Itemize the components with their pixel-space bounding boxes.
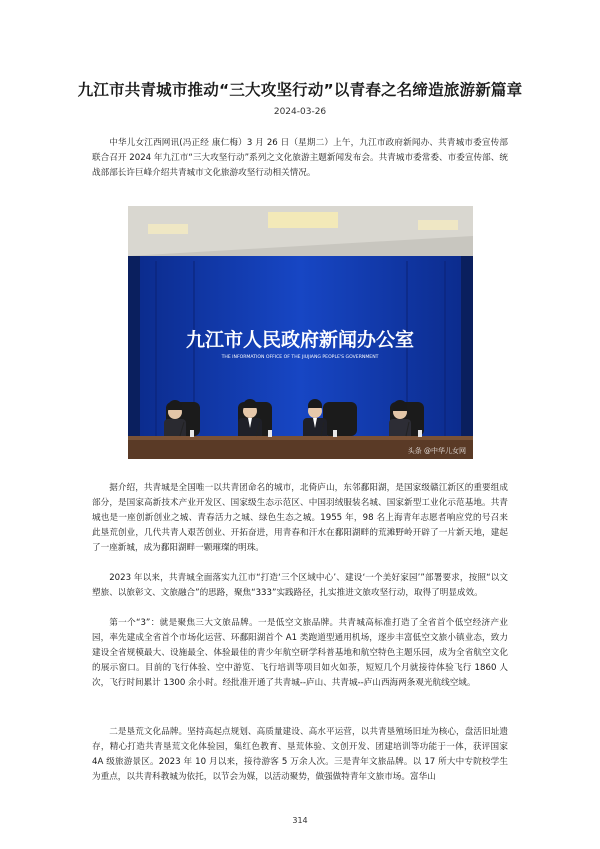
paragraph-background: 据介绍，共青城是全国唯一以共青团命名的城市，北倚庐山，东邻鄱阳湖，是国家级赣江新区的重要组成部分，是国家高新技术产业开发区、国家级生态示范区、中国羽绒服装名城、国家新型工业化示范基地。共青城也是一座创新创业之城、青春活力之城、绿色生态之城。1955 年，98 名上海青年志愿者响应党的号召来此垦荒创业，几代共青人艰苦创业、开拓奋进，用青春和汗水在鄱阳湖畔的荒滩野岭开辟了一片新天地，建起了一座新城，成为鄱阳湖畔一颗璀璨的明珠。 [92,483,508,553]
paragraph-brands: 二是垦荒文化品牌。坚持高起点规划、高质量建设、高水平运营，以共青垦殖场旧址为核心，盘活旧址遗存，精心打造共青垦荒文化体验园，集红色教育、垦荒体验、文创开发、团建培训等功能于一体，获评国家 4A 级旅游景区。2023 年 10 月以来，接待游客 5 万余人次。三是青年文旅品牌。以 17 所大中专院校学生为重点，以共青科教城为依托，以节会为媒，以活动聚势，做强做特青年文旅市场。富华山 [92,727,508,782]
press-conference-photo [128,206,473,459]
article-date: 2024-03-26 [273,107,327,117]
press-conference-illustration [128,206,473,459]
paragraph-progress: 2023 年以来，共青城全面落实九江市“打造‘三个区域中心’、建设‘一个美好家园’”部署要求，按照“以文塑旅、以旅彰文、文旅融合”的思路，聚焦“333”实践路径，扎实推进文旅攻坚行动，取得了明显成效。 [92,573,508,598]
article-title: 九江市共青城市推动“三大攻坚行动”以青春之名缔造旅游新篇章 [77,81,523,99]
page-number: 314 [292,816,308,825]
photo-sign-english: THE INFORMATION OFFICE OF THE JIUJIANG PEOPLE'S GOVERNMENT [221,355,379,360]
photo-sign-chinese: 九江市人民政府新闻办公室 [185,329,415,351]
paragraph-intro: 中华儿女江西网讯(冯正经 康仁梅）3 月 26 日（星期二）上午，九江市政府新闻办、共青城市委宣传部联合召开 2024 年九江市“三大攻坚行动”系列之文化旅游主题新闻发布会。共青城市委常委、市委宣传部、统战部部长许巨峰介绍共青城市文化旅游攻坚行动相关情况。 [92,138,508,178]
paragraph-first-3: 第一个“3”：就是聚焦三大文旅品牌。一是低空文旅品牌。共青城高标准打造了全省首个低空经济产业园，率先建成全省首个市场化运营、环鄱阳湖首个 A1 类跑道型通用机场，逐步丰富低空文旅小镇业态，致力建设全省规模最大、设施最全、体验最佳的青少年航空研学科普基地和航空特色主题乐园，成为全省航空文化的展示窗口。目前的飞行体验、空中游览、飞行培训等项目如火如荼，短短几个月就接待体验飞行 1860 人次，飞行时间累计 1300 余小时。经批准开通了共青城--庐山、共青城--庐山西海两条观光航线空域。 [92,618,508,688]
photo-watermark: 头条 @中华儿女网 [407,447,466,455]
